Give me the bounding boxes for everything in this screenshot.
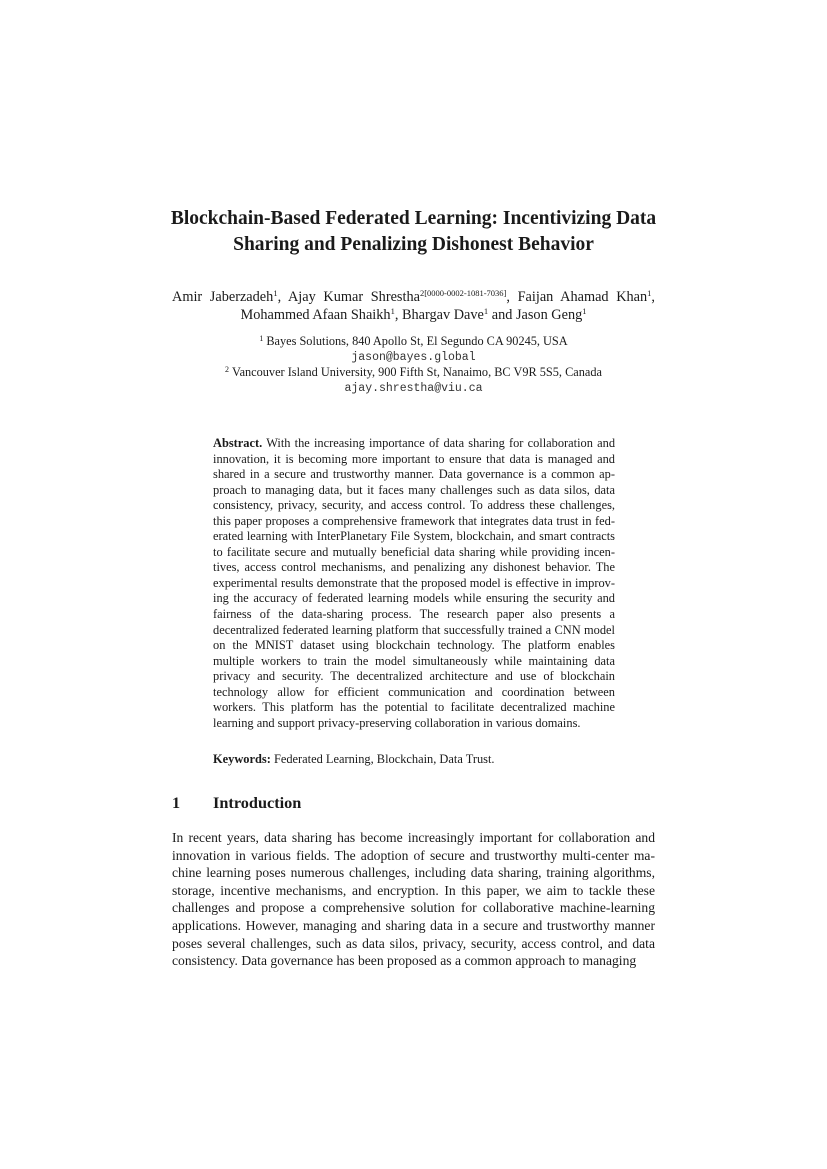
section-heading xyxy=(172,793,655,813)
affiliation-list xyxy=(172,334,655,396)
paper-title: Blockchain-Based Federated Learning: Incentivizing Data Sharing and Penalizing Dishonest Behavior xyxy=(170,208,657,255)
affiliation-address: $^2$ Vancouver Island University, 900 Fifth St, Nanaimo, BC V9R 5S5, Canada xyxy=(225,365,602,379)
intro-paragraph: In recent years, data sharing has become increasingly important for collaboration and innovation in various fields. The adoption of secure and trustworthy multi-center machine learning poses numerous challenges, including data sharing, training algorithms, storage, incentive mechanisms, and encryption. In this paper, we aim to tackle these challenges and propose a comprehensive solution for collaborative machine-learning applications. However, managing and sharing data in a secure and trustworthy manner poses several challenges, such as data silos, privacy, security, access control, and data consistency. Data governance has been proposed as a common approach to managing xyxy=(172,830,655,969)
abstract-text: With the increasing importance of data sharing for collaboration and innovation, it is becoming more important to ensure that data is managed and shared in a secure and trustworthy manner. Data governance is a common approach to managing data, but it faces many challenges such as data silos, data consistency, privacy, security, and access control. To address these challenges, this paper proposes a comprehensive framework that integrates data trust in federated learning with InterPlanetary File System, blockchain, and smart contracts to facilitate secure and mutually beneficial data sharing while providing incentives, access control mechanisms, and penalizing any dishonest behavior. The experimental results demonstrate that the proposed model is effective in improving the accuracy of federated learning models while ensuring the security and fairness of the data-sharing process. The research paper also presents a decentralized federated learning platform that successfully trained a CNN model on the MNIST dataset using blockchain technology. The platform enables multiple workers to train the model simultaneously while maintaining data privacy and security. The decentralized architecture and use of blockchain technology allow for efficient communication and coordination between workers. This platform has the potential to facilitate decentralized machine learning and support privacy-preserving collaboration in various domains. xyxy=(213,436,616,730)
abstract xyxy=(213,436,615,731)
affiliation-address: $^1$ Bayes Solutions, 840 Apollo St, El Segundo CA 90245, USA xyxy=(259,334,568,348)
abstract-label: Abstract. xyxy=(213,436,263,450)
author-name: Faijan Ahamad Khan xyxy=(517,289,648,305)
author-affiliation-mark: 1 xyxy=(273,288,278,298)
author-affiliation-mark: 1 xyxy=(390,306,395,316)
keywords xyxy=(213,752,615,768)
author-affiliation-mark: 1 xyxy=(582,306,587,316)
author-name: Ajay Kumar Shrestha xyxy=(287,289,420,305)
author-name: Bhargav Dave xyxy=(401,307,484,323)
keywords-text: Federated Learning, Blockchain, Data Trust. xyxy=(273,752,495,766)
section-number: 1 xyxy=(172,793,181,812)
author-affiliation-mark: 1 xyxy=(647,288,652,298)
author-name: Amir Jaberzadeh xyxy=(172,289,274,305)
author-affiliation-mark: 2[0000-0002-1081-7036] xyxy=(419,288,507,298)
author-name: Jason Geng xyxy=(515,307,583,323)
affiliation-email[interactable]: jason@bayes.global xyxy=(351,350,476,364)
author-name: Mohammed Afaan Shaikh xyxy=(240,307,391,323)
affiliation-email[interactable]: ajay.shrestha@viu.ca xyxy=(344,381,483,395)
section-title: Introduction xyxy=(213,793,302,812)
author-list: Amir Jaberzadeh$^1$, Ajay Kumar Shrestha$^{2[0000-0002-1081-7036]}$, Faijan Ahamad Khan$^1$, Mohammed Afaan Shaikh$^1$, Bhargav Dave$^1$ and Jason Geng$^1$ xyxy=(172,288,655,323)
keywords-label: Keywords: xyxy=(213,752,271,766)
author-affiliation-mark: 1 xyxy=(483,306,489,316)
